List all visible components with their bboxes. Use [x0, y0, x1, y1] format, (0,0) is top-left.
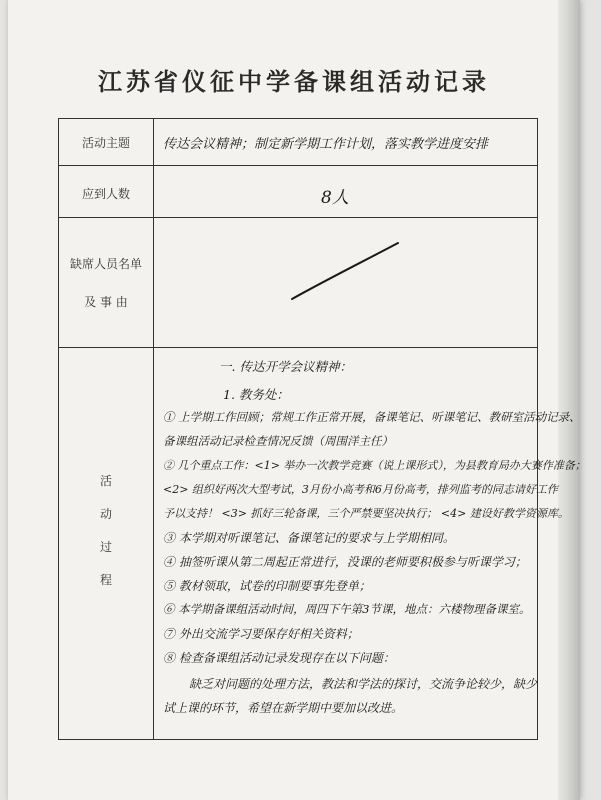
process-line: ⑦ 外出交流学习要保存好相关资料；	[163, 627, 359, 641]
process-label-char: 动	[99, 507, 112, 521]
topic-label: 活动主题	[81, 136, 130, 150]
process-label	[59, 465, 153, 597]
attendees-value: 8人	[321, 188, 349, 208]
process-line: ⑧ 检查备课组活动记录发现存在以下问题：	[163, 651, 395, 665]
process-line: ② 几个重点工作：<1> 举办一次教学竞赛（说上课形式），为县教育局办大赛作准备；	[163, 459, 586, 472]
process-line: ① 上学期工作回顾；常规工作正常开展，备课笔记、听课笔记、教研室活动记录、	[163, 410, 581, 424]
process-line: 备课组活动记录检查情况反馈（周围洋主任）	[163, 434, 393, 448]
process-line: 缺乏对问题的处理方法，教法和学法的探讨，交流争论较少，缺少	[189, 677, 538, 691]
row-divider	[59, 217, 537, 218]
record-table	[58, 118, 586, 740]
absent-strike-mark	[284, 237, 404, 307]
topic-value: 传达会议精神；制定新学期工作计划，落实教学进度安排	[163, 137, 489, 152]
process-label-char: 过	[99, 540, 112, 554]
process-line: 试上课的环节，希望在新学期中要加以改进。	[163, 701, 404, 715]
process-line: <2> 组织好两次大型考试，3月份小高考和6月份高考，排列监考的同志请好工作	[163, 483, 558, 496]
process-line: ⑤ 教材领取，试卷的印制要事先登单；	[163, 579, 371, 593]
process-label-char: 程	[99, 573, 112, 587]
document-title: 江苏省仪征中学备课组活动记录	[98, 67, 490, 96]
process-line: 一. 传达开学会议精神：	[219, 359, 352, 374]
absent-reason-label: 及 事 由	[84, 295, 128, 309]
column-divider	[153, 119, 154, 739]
process-line: ③ 本学期对听课笔记、备课笔记的要求与上学期相同。	[163, 531, 455, 545]
row-divider	[59, 165, 537, 166]
process-line: 予以支持！ <3> 抓好三轮备课，三个严禁要坚决执行； <4> 建设好教学资源库。	[163, 507, 569, 520]
absent-label: 缺席人员名单	[69, 257, 142, 271]
page-fold-shadow	[558, 0, 580, 800]
process-line: ⑥ 本学期备课组活动时间，周四下午第3节课，地点：六楼物理备课室。	[163, 602, 531, 616]
attendees-label: 应到人数	[81, 187, 130, 201]
document-page	[8, 0, 586, 800]
row-divider	[59, 347, 537, 348]
process-label-char: 活	[99, 474, 112, 488]
process-line: 1. 教务处：	[223, 387, 289, 402]
process-line: ④ 抽签听课从第二周起正常进行，没课的老师要积极参与听课学习；	[163, 555, 527, 569]
